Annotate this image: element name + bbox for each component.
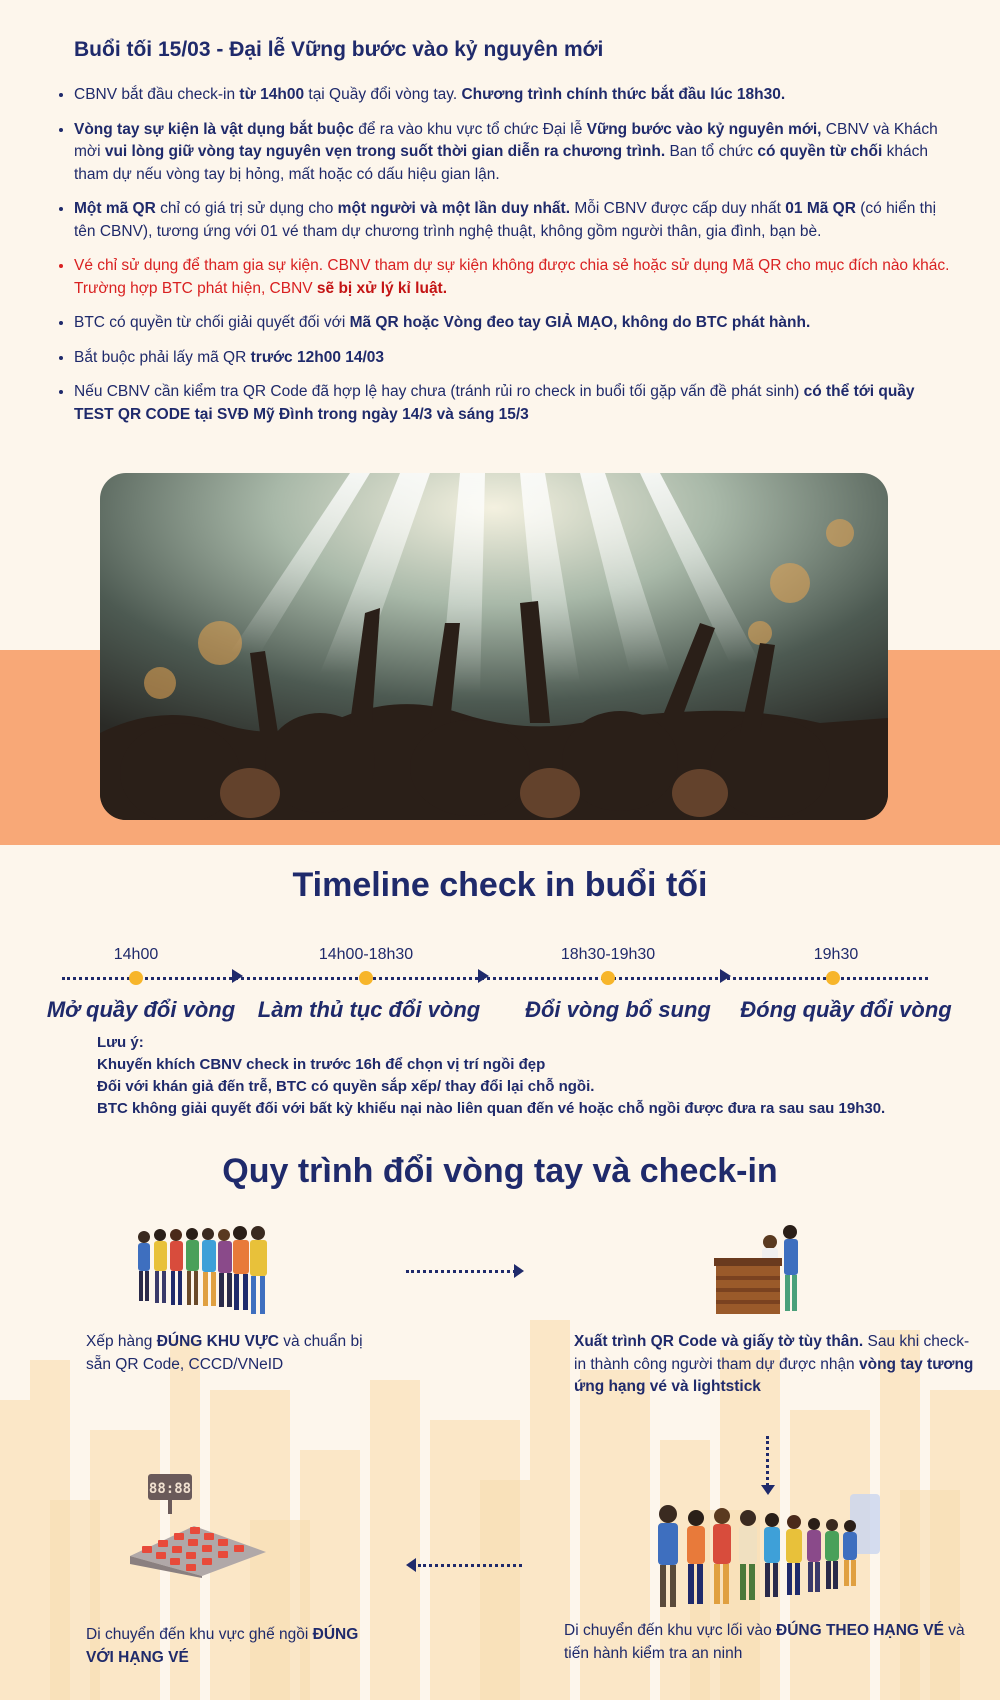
arrow-right-icon bbox=[720, 969, 731, 983]
checkin-counter-illustration bbox=[712, 1224, 842, 1316]
note-item: BTC không giải quyết đối với bất kỳ khiếu nại nào liên quan đến vé hoặc chỗ ngồi được đưa ra sau sau 19h30. bbox=[97, 1100, 886, 1117]
process-step-2-text bbox=[574, 1331, 974, 1399]
timeline-dot bbox=[359, 971, 373, 985]
bold-text-run: một người và một lần duy nhất. bbox=[337, 200, 571, 217]
process-arrow-line bbox=[406, 1270, 516, 1273]
process-title: Quy trình đổi vòng tay và check-in bbox=[222, 1152, 778, 1190]
bold-text-run: từ 14h00 bbox=[239, 86, 305, 103]
text-run: BTC có quyền từ chối giải quyết đối với bbox=[74, 314, 350, 331]
timeline-dot bbox=[129, 971, 143, 985]
arrow-right-icon bbox=[232, 969, 243, 983]
timeline-dot bbox=[601, 971, 615, 985]
rule-item bbox=[74, 198, 954, 243]
arrow-right-icon bbox=[514, 1264, 524, 1278]
process-step-4-text bbox=[86, 1624, 386, 1669]
concert-crowd-photo bbox=[100, 473, 888, 820]
rule-item bbox=[74, 312, 954, 335]
bold-text-run: có quyền từ chối bbox=[757, 143, 883, 160]
bold-text-run: Xuất trình QR Code và giấy tờ tùy thân. bbox=[574, 1333, 864, 1350]
stadium-seats-illustration bbox=[128, 1470, 268, 1578]
entrance-crowd-illustration bbox=[650, 1492, 885, 1610]
text-run: và chuẩn bị sẵn QR Code, CCCD/VNeID bbox=[86, 1333, 363, 1373]
timeline-time: 14h00 bbox=[113, 946, 159, 963]
timeline-time: 18h30-19h30 bbox=[560, 946, 656, 963]
rule-item bbox=[74, 255, 954, 300]
rule-item bbox=[74, 347, 954, 370]
timeline-time: 19h30 bbox=[813, 946, 859, 963]
arrow-left-icon bbox=[406, 1558, 416, 1572]
text-run: Vé chỉ sử dụng để tham gia sự kiện. CBNV tham dự sự kiện không được chia sẻ hoặc sử dụng Mã QR cho mục đích nào khác. Trường hợp BTC phát hiện, CBNV bbox=[74, 257, 950, 297]
bold-text-run: sẽ bị xử lý kỉ luật. bbox=[316, 279, 448, 297]
note-heading: Lưu ý: bbox=[97, 1034, 144, 1051]
bold-text-run: có thể tới quầy TEST QR CODE tại SVĐ Mỹ Đình trong ngày 14/3 và sáng 15/3 bbox=[74, 383, 915, 423]
text-run: CBNV bắt đầu check-in bbox=[74, 86, 240, 103]
rule-item bbox=[74, 84, 954, 107]
rule-item bbox=[74, 381, 954, 426]
bold-text-run: Một mã QR bbox=[74, 200, 156, 217]
timeline-line bbox=[62, 977, 928, 980]
timeline-step-label: Đổi vòng bổ sung bbox=[525, 997, 711, 1022]
section-title-evening: Buổi tối 15/03 - Đại lễ Vững bước vào kỷ nguyên mới bbox=[74, 38, 604, 61]
note-item: Đối với khán giả đến trễ, BTC có quyền sắp xếp/ thay đổi lại chỗ ngồi. bbox=[97, 1078, 595, 1095]
timeline-step-label: Đóng quầy đổi vòng bbox=[740, 997, 952, 1022]
timeline-step-label: Mở quầy đổi vòng bbox=[46, 997, 236, 1022]
bold-text-run: 01 Mã QR bbox=[785, 200, 856, 217]
note-item: Khuyến khích CBNV check in trước 16h để chọn vị trí ngồi đẹp bbox=[97, 1056, 546, 1073]
bold-text-run: Mã QR hoặc Vòng đeo tay GIẢ MẠO, không do BTC phát hành. bbox=[349, 314, 811, 331]
bold-text-run: ĐÚNG VỚI HẠNG VÉ bbox=[86, 1626, 359, 1666]
text-run: khách tham dự nếu vòng tay bị hỏng, mất hoặc có dấu hiệu gian lận. bbox=[74, 143, 928, 183]
text-run: và tiến hành kiểm tra an ninh bbox=[564, 1622, 965, 1662]
text-run: Mỗi CBNV được cấp duy nhất bbox=[570, 200, 786, 217]
text-run: chỉ có giá trị sử dụng cho bbox=[155, 200, 338, 217]
text-run: Ban tổ chức bbox=[665, 143, 758, 160]
rules-list bbox=[50, 84, 954, 438]
timeline-title: Timeline check in buổi tối bbox=[292, 866, 708, 904]
rule-item bbox=[74, 119, 954, 187]
bold-text-run: Vòng tay sự kiện là vật dụng bắt buộc bbox=[74, 120, 354, 138]
bold-text-run: ĐÚNG KHU VỰC bbox=[156, 1333, 279, 1350]
process-arrow-line bbox=[418, 1564, 522, 1567]
text-run: (có hiển thị tên CBNV), tương ứng với 01 vé tham dự chương trình nghệ thuật, không gồm người thân, gia đình, bạn bè. bbox=[74, 200, 937, 240]
text-run: CBNV và Khách mời bbox=[74, 120, 938, 160]
timeline-step-label: Làm thủ tục đổi vòng bbox=[257, 997, 481, 1022]
bold-text-run: Vững bước vào kỷ nguyên mới, bbox=[586, 120, 822, 138]
queue-people-illustration bbox=[134, 1225, 274, 1320]
scoreboard-text: 88:88 bbox=[148, 1481, 192, 1497]
process-step-3-text bbox=[564, 1620, 984, 1665]
bold-text-run: ĐÚNG THEO HẠNG VÉ bbox=[776, 1622, 944, 1639]
text-run: Sau khi check-in thành công người tham dự được nhận bbox=[574, 1333, 970, 1373]
process-step-1-text bbox=[86, 1331, 386, 1376]
text-run: Di chuyển đến khu vực lối vào bbox=[564, 1622, 776, 1639]
process-arrow-line bbox=[766, 1436, 769, 1486]
bold-text-run: trước 12h00 14/03 bbox=[250, 348, 385, 366]
timeline-dot bbox=[826, 971, 840, 985]
bold-text-run: vòng tay tương ứng hạng vé và lightstick bbox=[574, 1355, 974, 1395]
timeline-time: 14h00-18h30 bbox=[318, 946, 414, 963]
timeline-notes bbox=[97, 1032, 885, 1120]
text-run: Nếu CBNV cần kiểm tra QR Code đã hợp lệ hay chưa (tránh rủi ro check in buổi tối gặp vấn đề phát sinh) bbox=[74, 383, 804, 400]
text-run: để ra vào khu vực tổ chức Đại lễ bbox=[353, 120, 587, 138]
arrow-right-icon bbox=[478, 969, 489, 983]
bold-text-run: vui lòng giữ vòng tay nguyên vẹn trong suốt thời gian diễn ra chương trình. bbox=[104, 143, 666, 160]
bold-text-run: Chương trình chính thức bắt đầu lúc 18h30. bbox=[461, 86, 786, 103]
text-run: Di chuyển đến khu vực ghế ngồi bbox=[86, 1626, 313, 1643]
text-run: Bắt buộc phải lấy mã QR bbox=[74, 348, 251, 366]
text-run: tại Quầy đổi vòng tay. bbox=[304, 86, 462, 103]
text-run: Xếp hàng bbox=[86, 1333, 157, 1350]
